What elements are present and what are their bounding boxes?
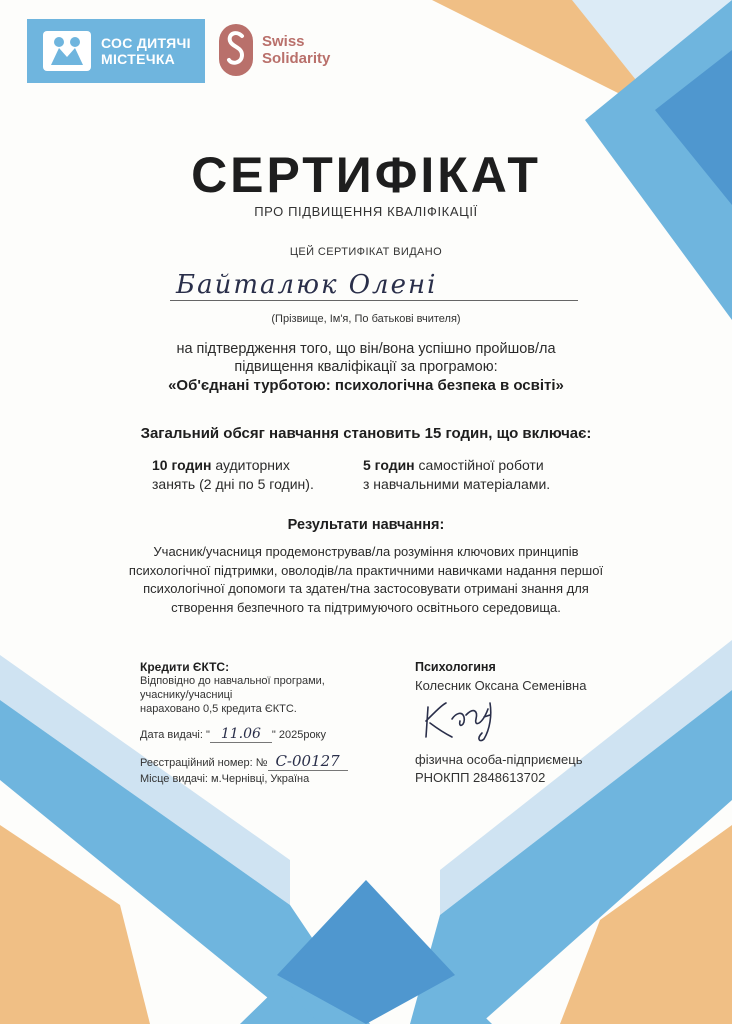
swiss-logo-line2: Solidarity	[262, 50, 331, 67]
psychologist-title: Психологиня	[415, 660, 496, 674]
credits-text	[140, 674, 325, 716]
issue-date-value: 11.06	[210, 726, 272, 743]
issue-date	[140, 726, 326, 743]
results-title: Результати навчання:	[287, 517, 445, 533]
credits-line2: учаснику/учасниці	[140, 689, 233, 701]
classroom-hours-text1: аудиторних	[211, 457, 290, 473]
psychologist-status: фізична особа-підприємець	[415, 752, 583, 767]
credits-line3: нараховано 0,5 кредита ЄКТС.	[140, 703, 297, 715]
credits-line1: Відповідно до навчальної програми,	[140, 675, 325, 687]
results-line: Учасник/учасниця продемонстрував/ла розуміння ключових принципів	[153, 544, 579, 559]
results-line: психологічної підтримки, оволодів/ла практичними навичками надання першої	[128, 562, 604, 578]
results-line: психологічної допомоги та здатен/тна застосовувати отримані знання для	[143, 581, 589, 596]
credits-title: Кредити ЄКТС:	[140, 660, 230, 674]
swiss-solidarity-mark-icon	[218, 22, 254, 78]
name-hint: (Прізвище, Ім'я, По батькові вчителя)	[271, 313, 461, 325]
results-text	[0, 543, 732, 617]
name-underline	[170, 300, 578, 301]
sos-logo-text	[101, 35, 191, 67]
classroom-hours	[152, 456, 352, 494]
issued-label: ЦЕЙ СЕРТИФІКАТ ВИДАНО	[289, 246, 443, 258]
confirmation-line1: на підтвердження того, що він/вона успішно пройшов/ла	[176, 341, 556, 357]
signature-icon	[418, 695, 518, 745]
program-title: «Об'єднані турботою: психологічна безпека в освіті»	[168, 377, 564, 394]
issue-date-suffix: " 2025року	[271, 729, 326, 741]
swiss-logo-text	[262, 33, 330, 67]
confirmation-text	[0, 340, 732, 376]
results-line: створення безпечного та підтримуючого освітнього середовища.	[171, 599, 561, 615]
psychologist-tax-code: РНОКПП 2848613702	[415, 770, 546, 785]
issue-place: Місце видачі: м.Чернівці, Україна	[140, 773, 310, 785]
issue-date-label: Дата видачі: "	[140, 729, 210, 741]
classroom-hours-text2: занять (2 дні по 5 годин).	[152, 476, 314, 492]
registration-number	[140, 752, 348, 771]
registration-label: Реєстраційний номер: №	[140, 757, 268, 769]
self-study-hours-bold: 5 годин	[363, 457, 415, 473]
confirmation-line2: підвищення кваліфікації за програмою:	[234, 359, 498, 375]
children-icon	[43, 31, 91, 71]
swiss-logo-line1: Swiss	[262, 33, 305, 50]
sos-logo-line1: СОС ДИТЯЧІ	[101, 35, 191, 51]
recipient-name: Байталюк Олені	[176, 270, 438, 300]
self-study-hours	[363, 456, 603, 494]
registration-value: С-00127	[268, 752, 348, 771]
sos-logo-line2: МІСТЕЧКА	[101, 51, 176, 67]
certificate-title: СЕРТИФІКАТ	[191, 147, 541, 203]
self-study-hours-text1: самостійної роботи	[414, 457, 544, 473]
self-study-hours-text2: з навчальними матеріалами.	[363, 476, 551, 492]
classroom-hours-bold: 10 годин	[152, 457, 212, 473]
total-hours: Загальний обсяг навчання становить 15 годин, що включає:	[140, 425, 592, 442]
psychologist-name: Колесник Оксана Семенівна	[415, 678, 587, 693]
swiss-solidarity-logo	[218, 22, 330, 78]
sos-logo	[27, 19, 205, 83]
certificate-subtitle: ПРО ПІДВИЩЕННЯ КВАЛІФІКАЦІЇ	[254, 204, 478, 219]
